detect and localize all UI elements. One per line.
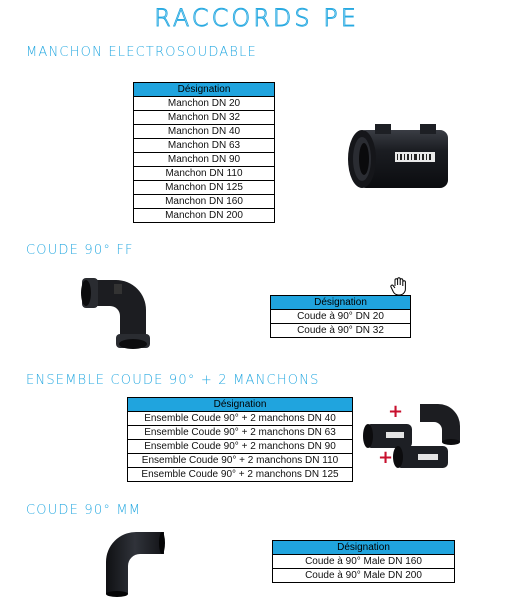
section-title-manchon: MANCHON ELECTROSOUDABLE [26, 45, 257, 60]
table-row [134, 125, 275, 139]
table-row [128, 412, 353, 426]
hand-cursor-icon [390, 277, 408, 297]
table-coude-mm [272, 540, 455, 583]
table-row [271, 324, 411, 338]
plus-icon: + [378, 447, 394, 468]
electrofusion-coupler-image [340, 118, 460, 198]
table-row [128, 468, 353, 482]
table-row [273, 569, 455, 583]
plus-icon: + [388, 401, 404, 422]
table-cell: Manchon DN 125 [134, 181, 275, 195]
elbow-with-two-couplers-image [358, 398, 468, 478]
table-cell: Coude à 90° DN 32 [271, 324, 411, 338]
table-cell: Manchon DN 63 [134, 139, 275, 153]
table-cell: Ensemble Coude 90° + 2 manchons DN 40 [128, 412, 353, 426]
section-title-ensemble: ENSEMBLE COUDE 90° + 2 MANCHONS [26, 373, 320, 388]
table-cell: Coude à 90° Male DN 200 [273, 569, 455, 583]
table-row [134, 97, 275, 111]
table-row [134, 153, 275, 167]
table-row [134, 181, 275, 195]
table-row [271, 310, 411, 324]
table-row [134, 209, 275, 223]
elbow-mm-image [104, 528, 166, 598]
table-cell: Manchon DN 110 [134, 167, 275, 181]
table-cell: Manchon DN 160 [134, 195, 275, 209]
elbow-ff-image [76, 272, 156, 352]
table-row [134, 167, 275, 181]
table-header: Désignation [273, 541, 455, 555]
table-row [128, 426, 353, 440]
table-manchon [133, 82, 275, 223]
table-cell: Ensemble Coude 90° + 2 manchons DN 63 [128, 426, 353, 440]
table-cell: Manchon DN 200 [134, 209, 275, 223]
table-row [134, 195, 275, 209]
section-title-coude-mm: COUDE 90° MM [26, 503, 142, 518]
table-row [128, 440, 353, 454]
table-row [128, 454, 353, 468]
table-cell: Coude à 90° DN 20 [271, 310, 411, 324]
table-cell: Manchon DN 40 [134, 125, 275, 139]
table-cell: Ensemble Coude 90° + 2 manchons DN 110 [128, 454, 353, 468]
table-row [273, 555, 455, 569]
table-cell: Manchon DN 20 [134, 97, 275, 111]
table-row [134, 111, 275, 125]
section-title-coude-ff: COUDE 90° FF [26, 243, 134, 258]
table-ensemble [127, 397, 353, 482]
table-row [134, 139, 275, 153]
table-header: Désignation [128, 398, 353, 412]
table-cell: Manchon DN 90 [134, 153, 275, 167]
table-cell: Ensemble Coude 90° + 2 manchons DN 125 [128, 468, 353, 482]
table-cell: Coude à 90° Male DN 160 [273, 555, 455, 569]
table-header: Désignation [271, 296, 411, 310]
table-cell: Ensemble Coude 90° + 2 manchons DN 90 [128, 440, 353, 454]
table-coude-ff [270, 295, 411, 338]
table-cell: Manchon DN 32 [134, 111, 275, 125]
table-header: Désignation [134, 83, 275, 97]
page-title: RACCORDS PE [154, 4, 359, 32]
